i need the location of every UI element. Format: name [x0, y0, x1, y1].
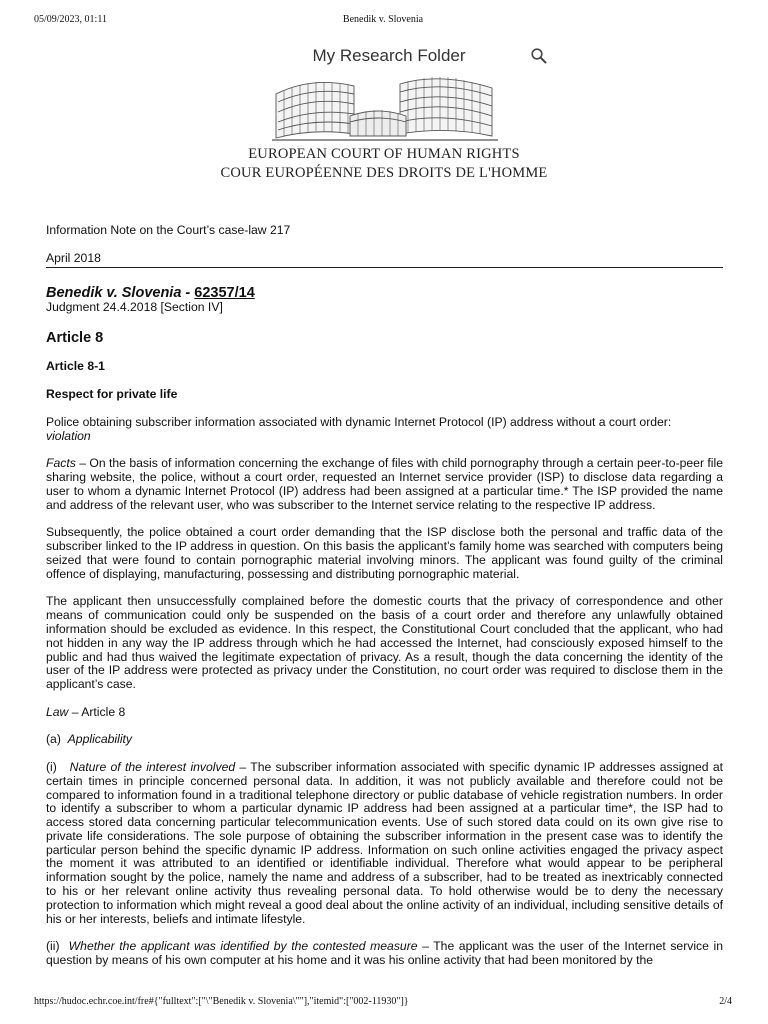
whether-prefix: (ii) — [46, 939, 69, 954]
nature-paragraph — [46, 761, 723, 927]
applicability-heading — [46, 733, 723, 747]
article-sub-heading: Article 8-1 — [46, 359, 105, 374]
print-timestamp: 05/09/2023, 01:11 — [34, 14, 107, 25]
law-heading — [46, 706, 723, 720]
paragraph-2: Subsequently, the police obtained a court order demanding that the ISP disclose both the personal and traffic data of the subscriber linked to the IP address in question. On this basis the applicant’s family home was searched with computers being seized that were found to contain pornographic material involving minors. The applicant was found guilty of the criminal offence of displaying, manufacturing, possessing and distributing pornographic material. — [46, 525, 723, 581]
case-title — [46, 285, 723, 301]
facts-paragraph — [46, 457, 723, 512]
application-number-link[interactable]: 62357/14 — [194, 284, 255, 301]
law-label: Law — [46, 704, 69, 719]
print-doc-title: Benedik v. Slovenia — [342, 14, 424, 25]
judgment-line: Judgment 24.4.2018 [Section IV] — [46, 299, 223, 314]
summary-outcome: violation — [46, 428, 91, 443]
page-number: 2/4 — [719, 996, 732, 1007]
court-name-fr: COUR EUROPÉENNE DES DROITS DE L'HOMME — [220, 165, 548, 181]
nature-label: Nature of the interest involved — [69, 759, 236, 774]
facts-label: Facts — [46, 456, 76, 471]
information-note — [46, 224, 723, 982]
applicability-prefix: (a) — [46, 732, 68, 747]
facts-text: – On the basis of information concerning the exchange of files with child pornography through a certain peer-to-peer file sharing website, the police, without a court order, requested an Internet service provider (ISP) to disclose data regarding a user to whom a dynamic Internet Protocol (IP) address had been assigned at a particular time.* The ISP provided the name and address of the relevant user, who was subscriber to the Internet service relating to the respective IP address. — [46, 456, 723, 512]
whether-text: – The applicant was the user of the Internet service in question by means of his own computer at his home and it was his online activity that had been monitored by the — [46, 939, 723, 968]
applicability-label: Applicability — [67, 732, 133, 747]
echr-building-logo — [270, 72, 500, 144]
summary-text: Police obtaining subscriber information associated with dynamic Internet Protocol (IP) address without a court order: — [46, 414, 672, 429]
topic-heading: Respect for private life — [46, 387, 178, 402]
issue-date: April 2018 — [46, 252, 723, 268]
folder-title: My Research Folder — [312, 46, 466, 65]
search-icon[interactable] — [530, 47, 548, 65]
info-note-title: Information Note on the Court’s case-law 217 — [46, 223, 291, 237]
court-name-en: EUROPEAN COURT OF HUMAN RIGHTS — [248, 146, 520, 162]
case-name: Benedik v. Slovenia - — [46, 284, 195, 301]
nature-prefix: (i) — [46, 759, 70, 774]
whether-label: Whether the applicant was identified by the contested measure — [68, 939, 418, 954]
nature-text: – The subscriber information associated with specific dynamic IP addresses assigned at certain times in principle concerned personal data. In addition, it was not publicly available and therefore could not be compared to information found in a traditional telephone directory or public database of vehicle registration numbers. In order to identify a subscriber to whom a particular dynamic IP address had been assigned at a particular time*, the ISP had to access stored data concerning particular telecommunication events. Use of such stored data could on its own give rise to private life considerations. The sole purpose of obtaining the subscriber information in the present case was to identify the particular person behind the specific dynamic IP address. Information on such online activities engaged the privacy aspect the moment it was attributed to an identified or identifiable individual. Therefore what would appear to be peripheral information sought by the police, namely the name and address of a subscriber, had to be treated as inextricably connected to his or her relevant online activity thus revealing personal data. To hold otherwise would be to deny the necessary protection to information which might reveal a good deal about the online activity of an individual, including sensitive details of his or her interests, beliefs and intimate lifestyle. — [46, 759, 723, 926]
article-heading: Article 8 — [46, 330, 104, 347]
whether-paragraph — [46, 940, 723, 968]
print-url: https://hudoc.echr.coe.int/fre#{"fulltext":["\"Benedik v. Slovenia\""],"itemid":["002-11930"]} — [34, 996, 409, 1007]
case-summary — [46, 416, 723, 444]
law-text: – Article 8 — [68, 704, 126, 719]
research-folder-bar — [0, 44, 768, 68]
paragraph-3: The applicant then unsuccessfully complained before the domestic courts that the privacy of correspondence and other means of communication could only be suspended on the basis of a court order and therefore any unlawfully obtained information should be excluded as evidence. In this respect, the Constitutional Court concluded that the applicant, who had not hidden in any way the IP address through which he had accessed the Internet, had consciously exposed himself to the public and had thus waived the legitimate expectation of privacy. As a result, though the data concerning the identity of the user of the IP address were protected as privacy under the Constitution, no court order was required to disclose them in the applicant’s case. — [46, 594, 723, 692]
